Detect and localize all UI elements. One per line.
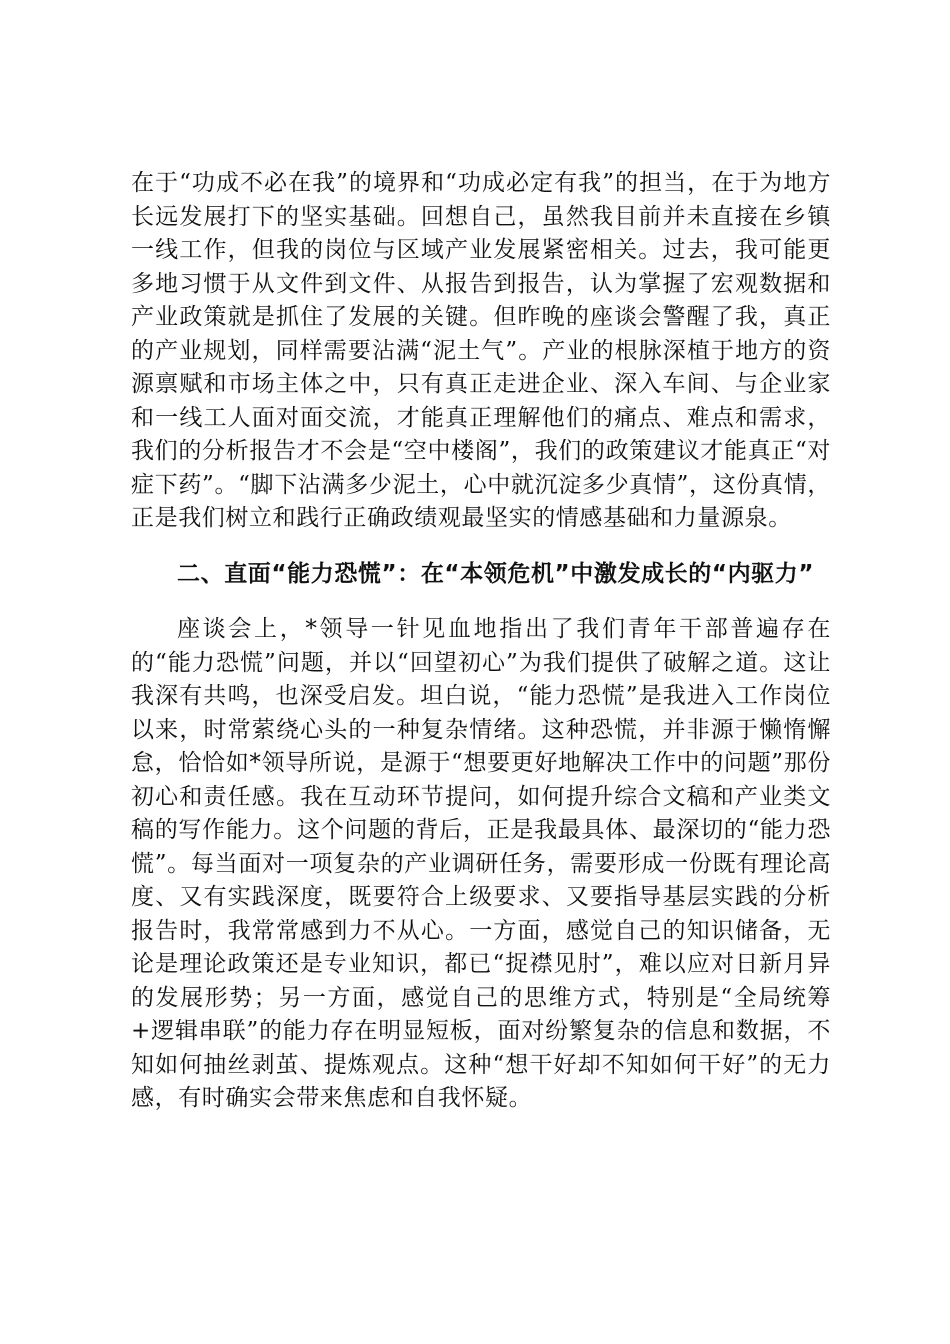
paragraph-ability-panic: 座谈会上，*领导一针见血地指出了我们青年干部普遍存在的“能力恐慌”问题，并以“回望初心”为我们提供了破解之道。这让我深有共鸣，也深受启发。坦白说，“能力恐慌”是我进入工作岗位以来，时常萦绕心头的一种复杂情绪。这种恐慌，并非源于懒惰懈怠，恰恰如*领导所说，是源于“想要更好地解决工作中的问题”那份初心和责任感。我在互动环节提问，如何提升综合文稿和产业类文稿的写作能力。这个问题的背后，正是我最具体、最深切的“能力恐慌”。每当面对一项复杂的产业调研任务，需要形成一份既有理论高度、又有实践深度，既要符合上级要求、又要指导基层实践的分析报告时，我常常感到力不从心。一方面，感觉自己的知识储备，无论是理论政策还是专业知识，都已“捉襟见肘”，难以应对日新月异的发展形势；另一方面，感觉自己的思维方式，特别是“全局统筹+逻辑串联”的能力存在明显短板，面对纷繁复杂的信息和数据，不知如何抽丝剥茧、提炼观点。这种“想干好却不知如何干好”的无力感，有时确实会带来焦虑和自我怀疑。	[131, 616, 831, 1111]
paragraph-continuation: 在于“功成不必在我”的境界和“功成必定有我”的担当，在于为地方长远发展打下的坚实基础。回想自己，虽然我目前并未直接在乡镇一线工作，但我的岗位与区域产业发展紧密相关。过去，我可能更多地习惯于从文件到文件、从报告到报告，认为掌握了宏观数据和产业政策就是抓住了发展的关键。但昨晚的座谈会警醒了我，真正的产业规划，同样需要沾满“泥土气”。产业的根脉深植于地方的资源禀赋和市场主体之中，只有真正走进企业、深入车间、与企业家和一线工人面对面交流，才能真正理解他们的痛点、难点和需求，我们的分析报告才不会是“空中楼阁”，我们的政策建议才能真正“对症下药”。“脚下沾满多少泥土，心中就沉淀多少真情”，这份真情，正是我们树立和践行正确政绩观最坚实的情感基础和力量源泉。	[131, 170, 831, 531]
section-heading: 二、直面“能力恐慌”：在“本领危机”中激发成长的“内驱力”	[177, 560, 815, 587]
document-body	[131, 167, 831, 1116]
